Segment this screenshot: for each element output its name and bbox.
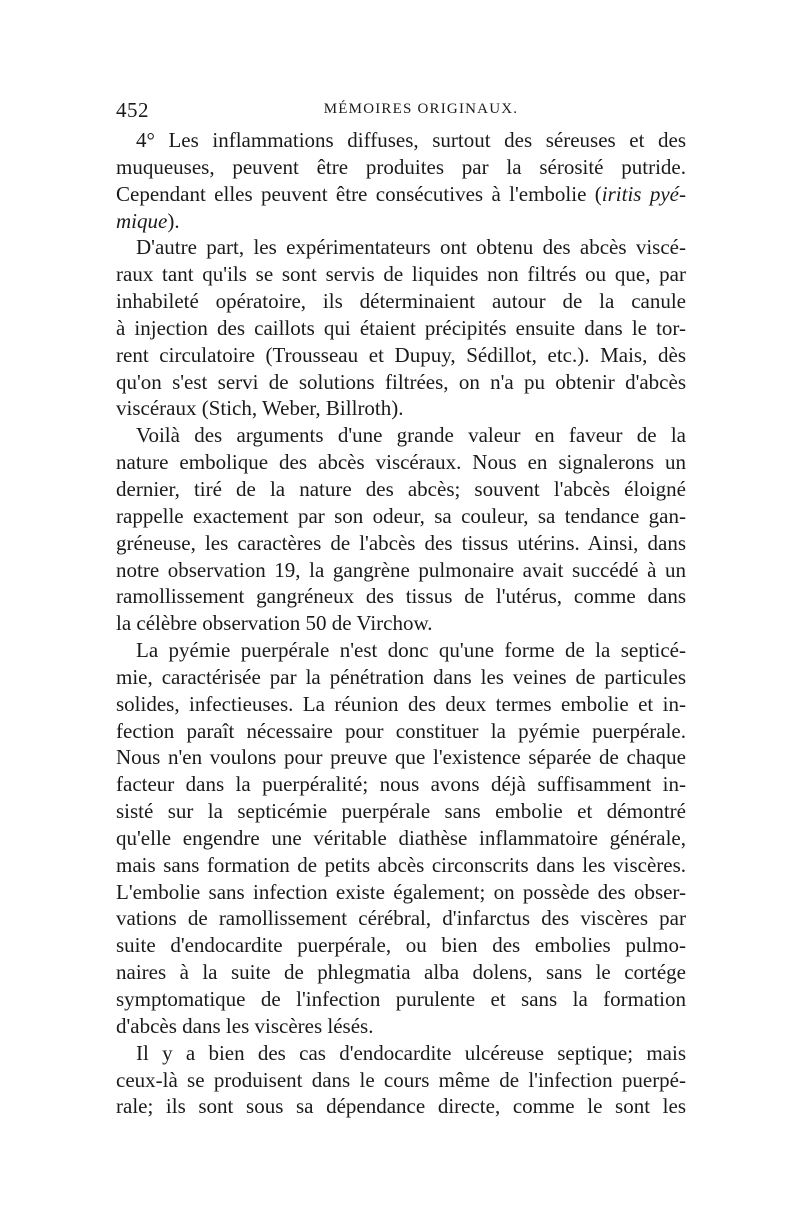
- text-line: mie, caractérisée par la pénétration dans les veines de particules: [116, 664, 686, 689]
- text-line: Il y a bien des cas d'endocardite ulcéreuse septique; mais: [136, 1040, 686, 1065]
- text-line: Nous n'en voulons pour preuve que l'existence séparée de chaque: [116, 745, 686, 770]
- text-line: symptomatique de l'infection purulente et sans la formation: [116, 987, 686, 1011]
- running-head: [116, 98, 686, 122]
- text-line: fection paraît nécessaire pour constituer la pyémie puerpérale.: [116, 718, 686, 743]
- text-line: Voilà des arguments d'une grande valeur en faveur de la: [136, 423, 686, 448]
- text-line: La pyémie puerpérale n'est donc qu'une forme de la septicé-: [136, 638, 686, 663]
- running-title: MÉMOIRES ORIGINAUX.: [323, 101, 519, 117]
- text-line: mique).: [116, 208, 180, 233]
- text-line: muqueuses, peuvent être produites par la sérosité putride.: [116, 154, 686, 179]
- text-line: d'abcès dans les viscères lésés.: [116, 1013, 374, 1038]
- text-line: suite d'endocardite puerpérale, ou bien des embolies pulmo-: [116, 933, 686, 958]
- text-line: qu'elle engendre une véritable diathèse inflammatoire générale,: [116, 825, 686, 850]
- text-line: vations de ramollissement cérébral, d'infarctus des viscères par: [116, 906, 686, 931]
- text-line: ramollissement gangréneux des tissus de l'utérus, comme dans: [116, 584, 686, 609]
- text-line: dernier, tiré de la nature des abcès; souvent l'abcès éloigné: [116, 476, 686, 501]
- text-line: sisté sur la septicémie puerpérale sans embolie et démontré: [116, 799, 686, 824]
- text-line: gréneuse, les caractères de l'abcès des tissus utérins. Ainsi, dans: [116, 530, 686, 555]
- text-line: qu'on s'est servi de solutions filtrées, on n'a pu obtenir d'abcès: [116, 369, 686, 394]
- text-line: à injection des caillots qui étaient précipités ensuite dans le tor-: [116, 315, 686, 340]
- text-line: naires à la suite de phlegmatia alba dolens, sans le cortége: [116, 960, 686, 985]
- text-line: viscéraux (Stich, Weber, Billroth).: [116, 396, 404, 421]
- text-line: facteur dans la puerpéralité; nous avons déjà suffisamment in-: [116, 772, 686, 797]
- text-line: 4° Les inflammations diffuses, surtout des séreuses et des: [136, 128, 686, 152]
- text-line: la célèbre observation 50 de Virchow.: [116, 611, 433, 636]
- text-line: ceux-là se produisent dans le cours même de l'infection puerpé-: [116, 1067, 686, 1092]
- text-line: D'autre part, les expérimentateurs ont obtenu des abcès viscé-: [136, 235, 686, 260]
- body-text: [116, 127, 686, 1120]
- page-number: 452: [116, 98, 149, 122]
- text-line: raux tant qu'ils se sont servis de liquides non filtrés ou que, par: [116, 262, 686, 287]
- text-line: Cependant elles peuvent être consécutives à l'embolie (iritis pyé-: [116, 181, 686, 206]
- text-line: rent circulatoire (Trousseau et Dupuy, Sédillot, etc.). Mais, dès: [116, 342, 686, 367]
- text-line: inhabileté opératoire, ils déterminaient autour de la canule: [116, 289, 686, 314]
- text-line: solides, infectieuses. La réunion des deux termes embolie et in-: [116, 691, 686, 716]
- text-line: notre observation 19, la gangrène pulmonaire avait succédé à un: [116, 557, 686, 582]
- text-line: nature embolique des abcès viscéraux. Nous en signalerons un: [116, 450, 686, 475]
- text-line: rappelle exactement par son odeur, sa couleur, sa tendance gan-: [116, 503, 686, 528]
- text-line: mais sans formation de petits abcès circonscrits dans les viscères.: [116, 852, 686, 877]
- text-line: L'embolie sans infection existe également; on possède des obser-: [116, 879, 686, 904]
- text-line: rale; ils sont sous sa dépendance directe, comme le sont les: [116, 1094, 686, 1119]
